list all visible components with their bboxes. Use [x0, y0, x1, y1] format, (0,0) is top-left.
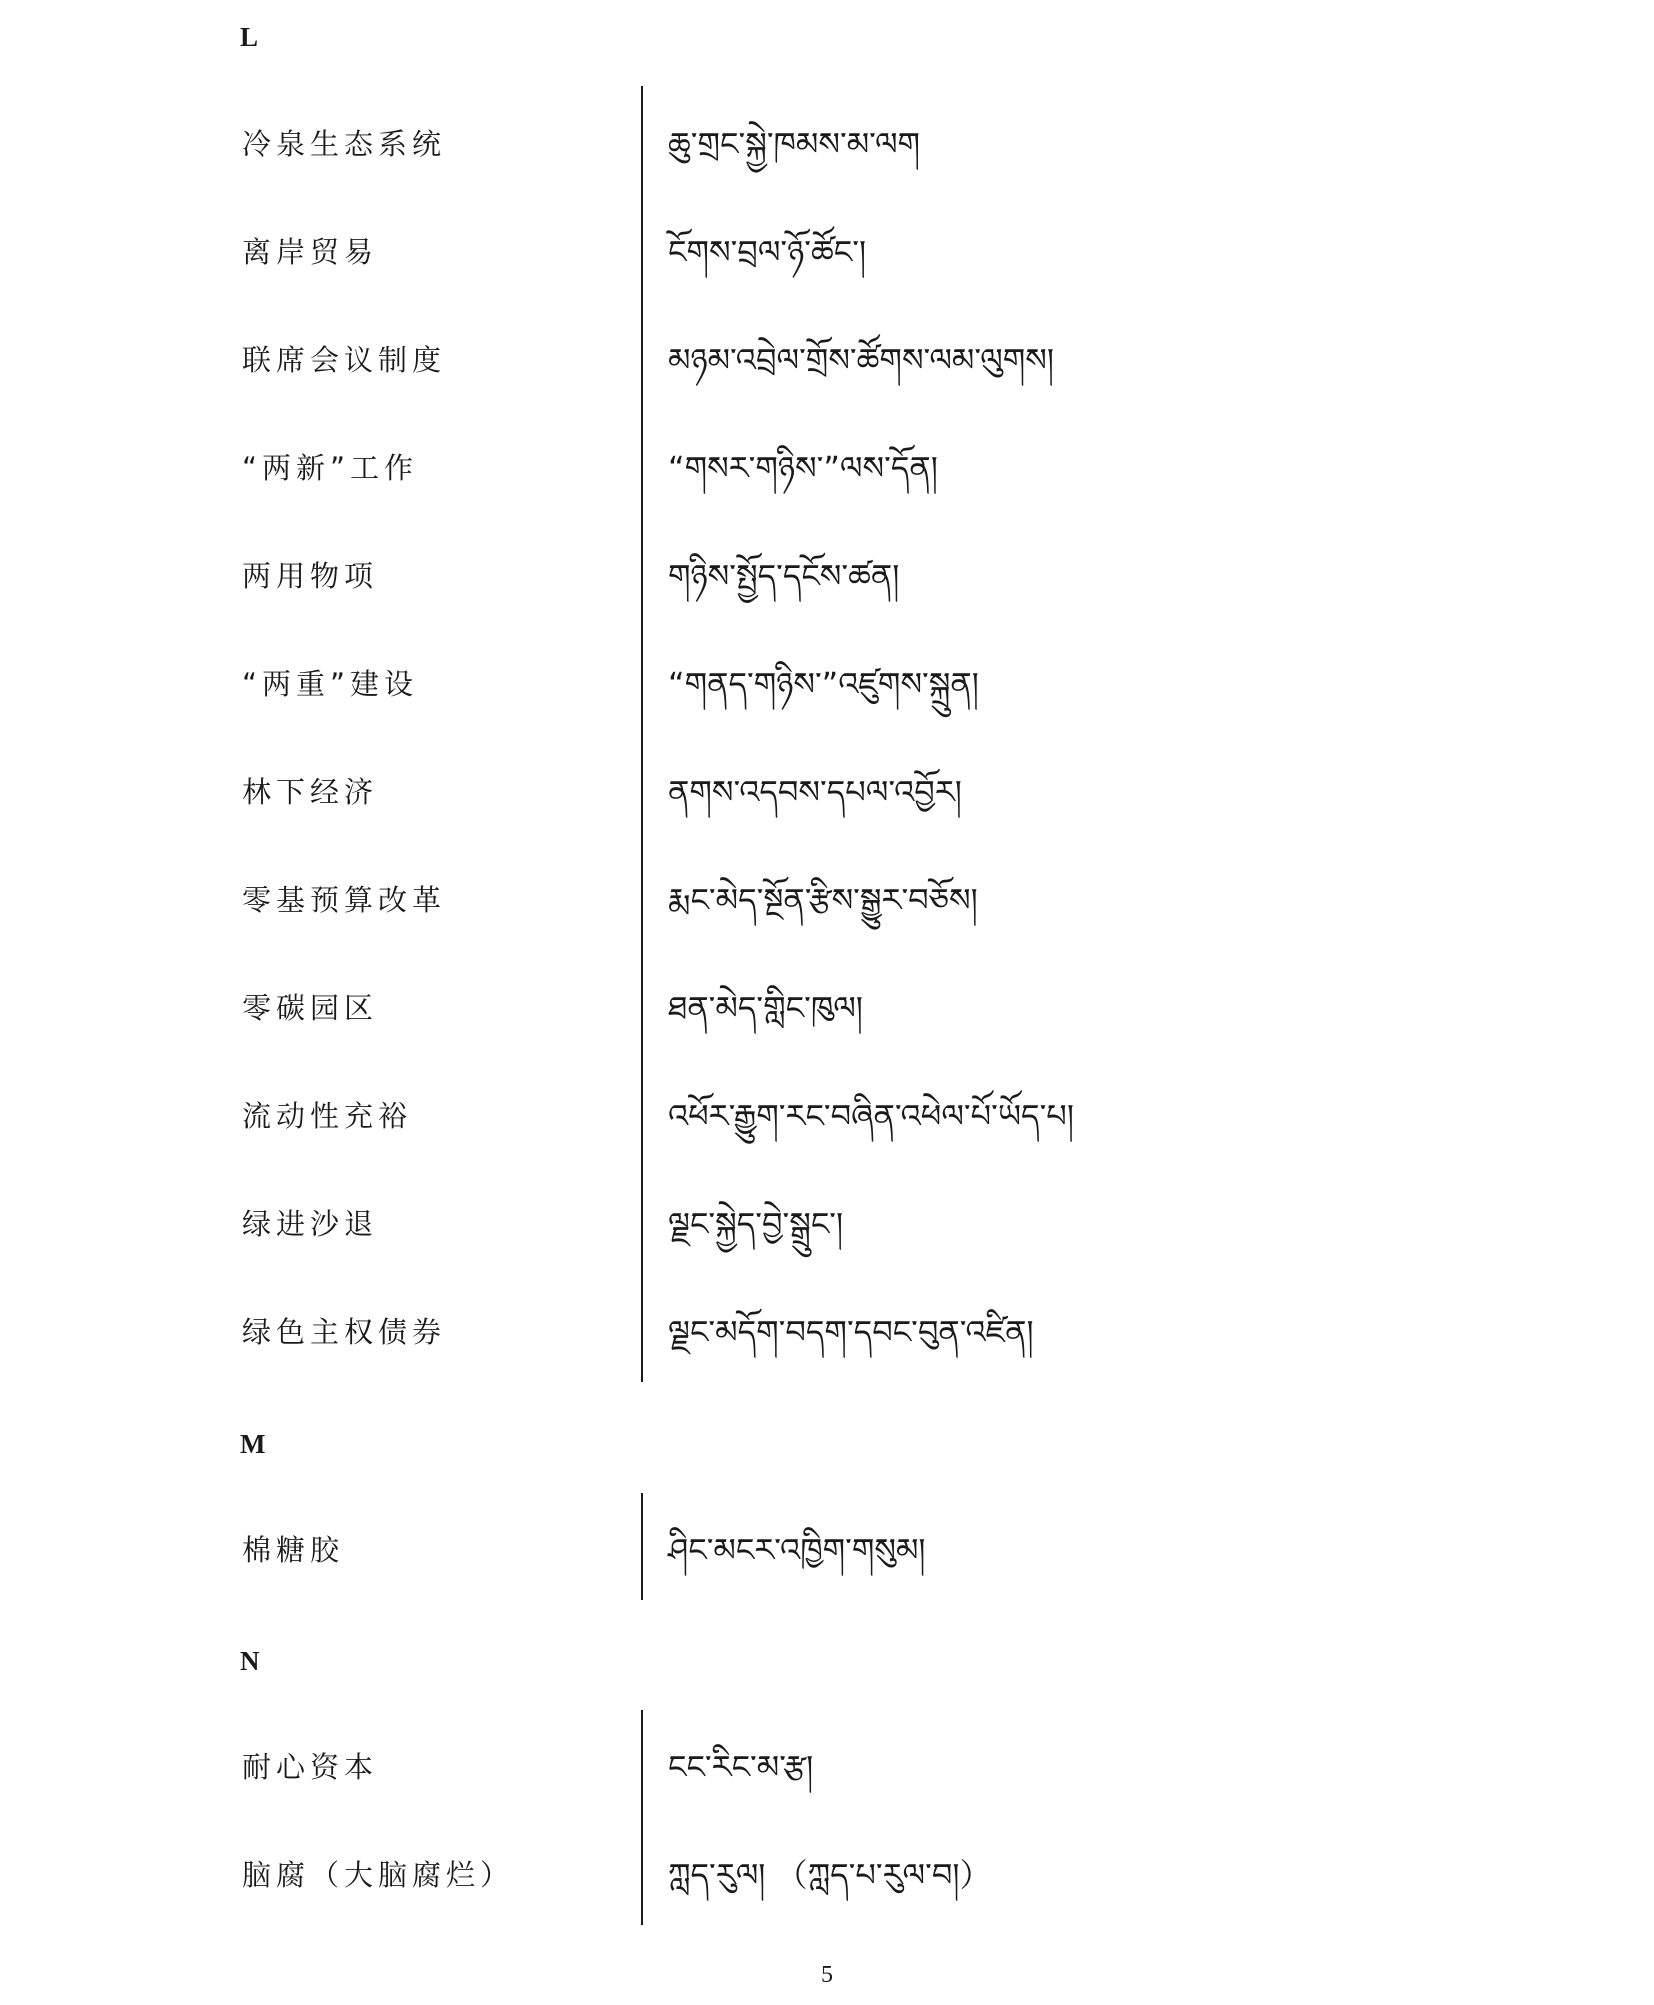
entry-row	[0, 114, 1654, 174]
entry-tibetan: ཆུ་གྲང་སྐྱེ་ཁམས་མ་ལག	[668, 125, 921, 163]
section-letter-l: L	[240, 22, 259, 52]
entry-chinese: 脑腐（大脑腐烂）	[242, 1858, 515, 1892]
entry-tibetan: གཉིས་སྤྱོད་དངོས་ཚན།	[668, 557, 900, 595]
section-letter-m: M	[240, 1429, 266, 1459]
entry-tibetan: ངང་རིང་མ་རྩ།	[668, 1748, 814, 1786]
page-number: 5	[821, 1962, 833, 1988]
entry-chinese: 零碳园区	[242, 991, 379, 1025]
section-letter-n: N	[240, 1646, 260, 1676]
entry-tibetan: མཉམ་འབྲེལ་གྲོས་ཚོགས་ལམ་ལུགས།	[668, 341, 1054, 379]
entry-row	[0, 654, 1654, 714]
entry-tibetan: ལྗང་མདོག་བདག་དབང་བུན་འཛིན།	[668, 1313, 1034, 1351]
entry-chinese: 棉糖胶	[242, 1533, 345, 1567]
entry-row	[0, 1845, 1654, 1905]
entry-tibetan: “གནད་གཉིས་”འཛུགས་སྐྲུན།	[668, 665, 979, 703]
entry-tibetan: ཐན་མེད་གླིང་ཁུལ།	[668, 989, 863, 1027]
entry-chinese: “两重”建设	[242, 667, 419, 701]
entry-row	[0, 978, 1654, 1038]
entry-tibetan: “གསར་གཉིས་”ལས་དོན།	[668, 449, 938, 487]
entry-tibetan: ལྗང་སྐྱེད་བྱེ་སྒྲུང་།	[668, 1205, 844, 1243]
entry-row	[0, 1302, 1654, 1362]
entry-chinese: “两新”工作	[242, 451, 419, 485]
entry-row	[0, 762, 1654, 822]
entry-chinese: 林下经济	[242, 775, 379, 809]
entry-chinese: 冷泉生态系统	[242, 127, 447, 161]
entry-tibetan: འཕོར་རྒྱུག་རང་བཞིན་འཕེལ་པོ་ཡོད་པ།	[668, 1097, 1074, 1135]
entry-tibetan: ཀླད་རུལ། （ཀླད་པ་རུལ་བ།）	[668, 1856, 992, 1894]
entry-chinese: 两用物项	[242, 559, 379, 593]
entry-tibetan: རྨང་མེད་སྔོན་རྩིས་སྒྱུར་བཅོས།	[668, 881, 978, 919]
entry-chinese: 流动性充裕	[242, 1099, 413, 1133]
entry-row	[0, 1194, 1654, 1254]
entry-row	[0, 546, 1654, 606]
entry-chinese: 离岸贸易	[242, 235, 379, 269]
entry-tibetan: ཤིང་མངར་འཁྱིག་གསུམ།	[668, 1531, 926, 1569]
entry-tibetan: ངོགས་བྲལ་ཉོ་ཚོང་།	[668, 233, 867, 271]
entry-row	[0, 870, 1654, 930]
entry-row	[0, 330, 1654, 390]
entry-row	[0, 1737, 1654, 1797]
entry-chinese: 联席会议制度	[242, 343, 447, 377]
entry-chinese: 绿色主权债券	[242, 1315, 447, 1349]
entry-chinese: 耐心资本	[242, 1750, 379, 1784]
entry-row	[0, 1086, 1654, 1146]
entry-chinese: 绿进沙退	[242, 1207, 379, 1241]
entry-row	[0, 438, 1654, 498]
entry-row	[0, 222, 1654, 282]
entry-chinese: 零基预算改革	[242, 883, 447, 917]
entry-tibetan: ནགས་འདབས་དཔལ་འབྱོར།	[668, 773, 962, 811]
entry-row	[0, 1520, 1654, 1580]
